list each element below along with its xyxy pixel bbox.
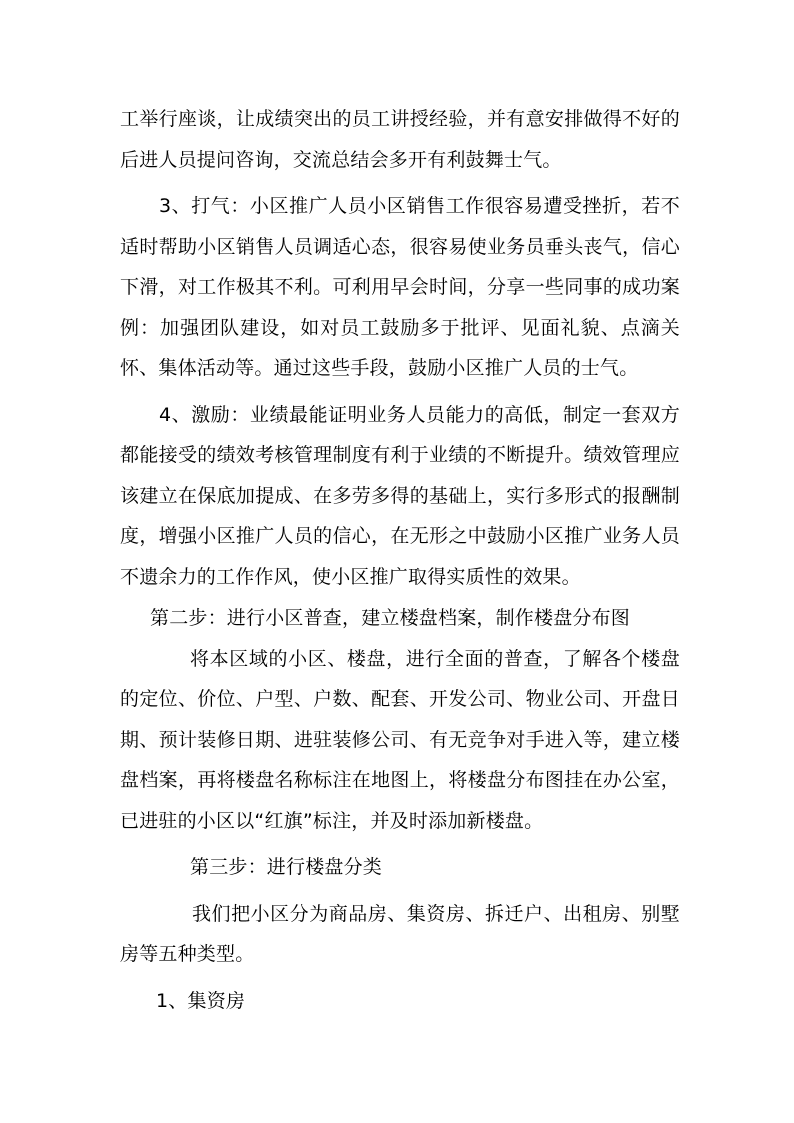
heading-step-2: 第二步：进行小区普查，建立楼盘档案，制作楼盘分布图 (150, 607, 631, 629)
paragraph-continuation: 工举行座谈，让成绩突出的员工讲授经验，并有意安排做得不好的后进人员提问咨询，交流总结会多开有利鼓舞士气。 (120, 108, 680, 171)
paragraph-classification: 我们把小区分为商品房、集资房、拆迁户、出租房、别墅房等五种类型。 (120, 902, 680, 965)
paragraph-item-3-cheer: 3、打气：小区推广人员小区销售工作很容易遭受挫折，若不适时帮助小区销售人员调适心态，很容易使业务员垂头丧气，信心下滑，对工作极其不利。可利用早会时间，分享一些同事的成功案例：加强团队建设，如对员工鼓励多于批评、见面礼貌、点滴关怀、集体活动等。通过这些手段，鼓励小区推广人员的士气。 (120, 195, 680, 379)
document-body (120, 99, 680, 1021)
heading-item-1-fundraised-housing: 1、集资房 (156, 989, 246, 1012)
paragraph-item-4-incentive: 4、激励：业绩最能证明业务人员能力的高低，制定一套双方都能接受的绩效考核管理制度有利于业绩的不断提升。绩效管理应该建立在保底加提成、在多劳多得的基础上，实行多形式的报酬制度，增强小区推广人员的信心，在无形之中鼓励小区推广业务人员不遗余力的工作作风，使小区推广取得实质性的效果。 (120, 403, 680, 588)
heading-step-3: 第三步：进行楼盘分类 (190, 856, 383, 878)
paragraph-survey: 将本区域的小区、楼盘，进行全面的普查，了解各个楼盘的定位、价位、户型、户数、配套、开发公司、物业公司、开盘日期、预计装修日期、进驻装修公司、有无竞争对手进入等，建立楼盘档案，再将楼盘名称标注在地图上，将楼盘分布图挂在办公室，已进驻的小区以“红旗”标注，并及时添加新楼盘。 (120, 647, 680, 832)
